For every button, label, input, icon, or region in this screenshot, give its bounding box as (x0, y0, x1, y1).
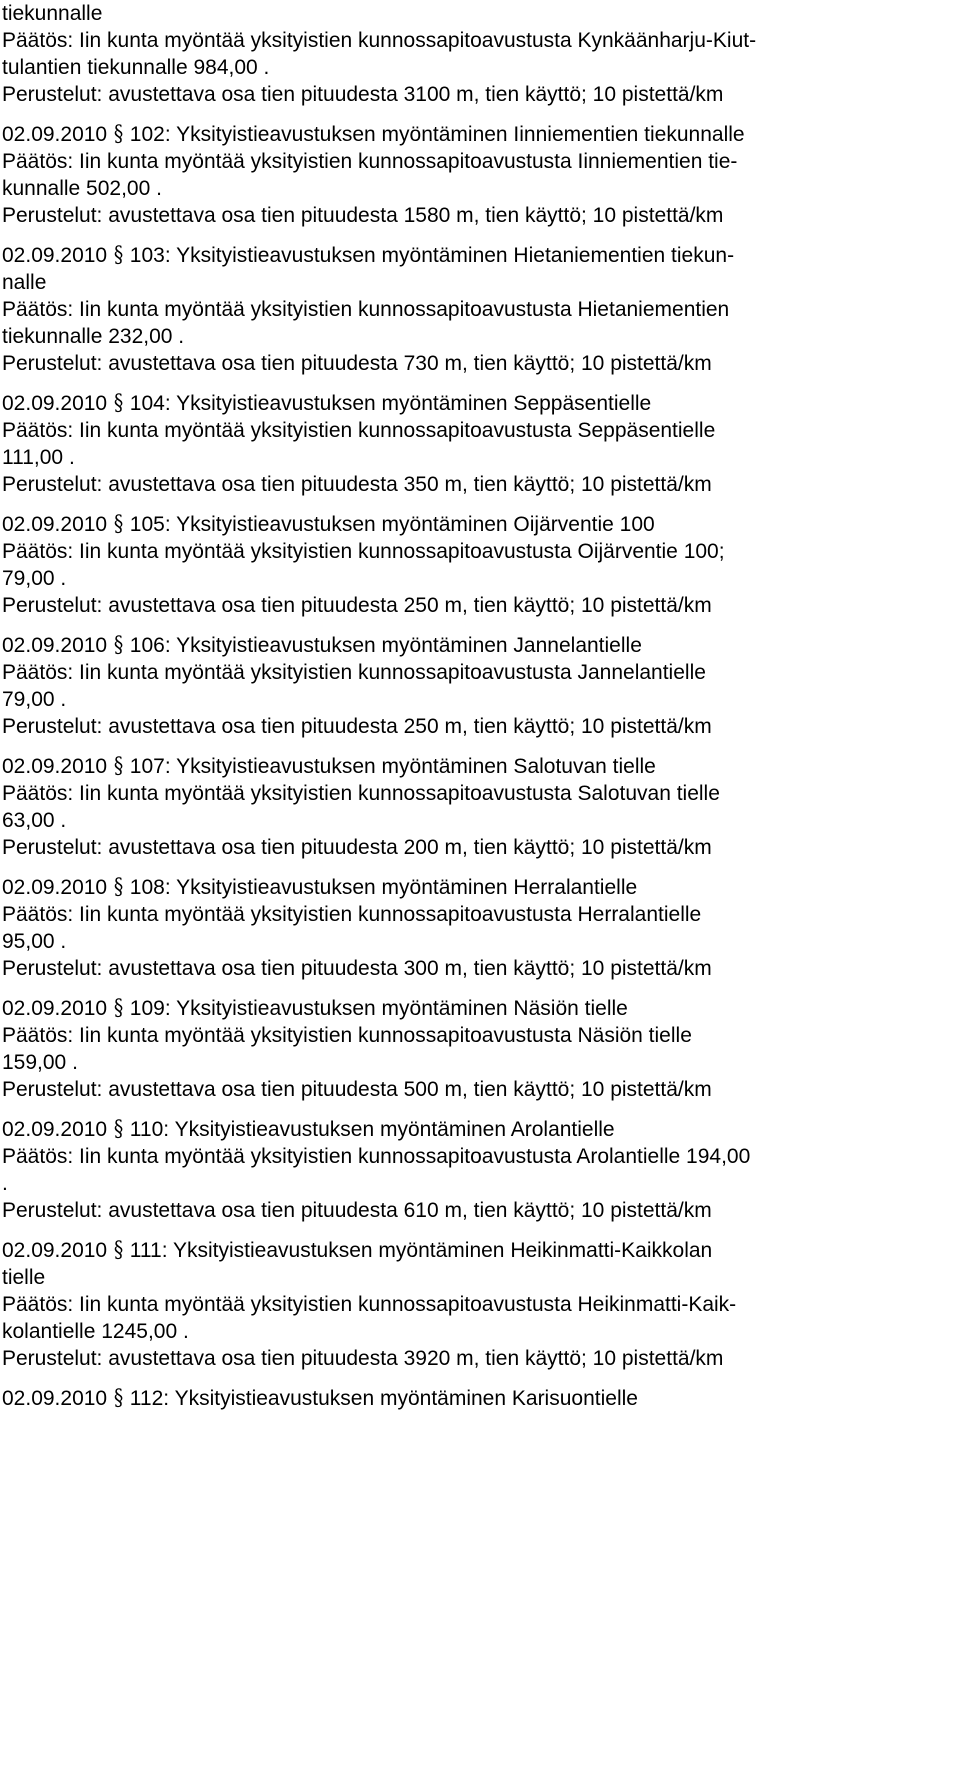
text-line: Perustelut: avustettava osa tien pituudesta 300 m, tien käyttö; 10 pistettä/km (2, 957, 712, 980)
entry-title: 107: Yksityistieavustuksen myöntäminen Salotuvan tielle (129, 755, 656, 778)
entry-title: 102: Yksityistieavustuksen myöntäminen Iinniementien tiekunnalle (129, 123, 745, 146)
entry-title: 104: Yksityistieavustuksen myöntäminen Seppäsentielle (129, 392, 652, 415)
entry-spacer (2, 1224, 952, 1237)
text-line: Päätös: Iin kunta myöntää yksityistien kunnossapitoavustusta Iinniementien tie- (2, 150, 738, 173)
entry-title: 109: Yksityistieavustuksen myöntäminen Näsiön tielle (129, 997, 628, 1020)
text-line: Päätös: Iin kunta myöntää yksityistien kunnossapitoavustusta Herralantielle (2, 903, 702, 926)
section-symbol: § (113, 1238, 124, 1263)
entry-spacer (2, 1372, 952, 1385)
decision-entry (2, 1116, 952, 1224)
text-line: 111,00 . (2, 446, 75, 469)
entry-spacer (2, 619, 952, 632)
text-line: Perustelut: avustettava osa tien pituudesta 500 m, tien käyttö; 10 pistettä/km (2, 1078, 712, 1101)
section-symbol: § (113, 243, 124, 268)
decision-entry (2, 753, 952, 861)
entry-date: 02.09.2010 (2, 392, 108, 415)
text-line: Päätös: Iin kunta myöntää yksityistien kunnossapitoavustusta Arolantielle 194,00 (2, 1145, 751, 1168)
text-line: 63,00 . (2, 809, 67, 832)
entry-date: 02.09.2010 (2, 244, 108, 267)
decision-entry (2, 632, 952, 740)
decision-entry (2, 242, 952, 377)
text-line: Perustelut: avustettava osa tien pituudesta 610 m, tien käyttö; 10 pistettä/km (2, 1199, 712, 1222)
decision-entry (2, 121, 952, 229)
text-line: Päätös: Iin kunta myöntää yksityistien kunnossapitoavustusta Heikinmatti-Kaik- (2, 1293, 737, 1316)
entry-date: 02.09.2010 (2, 876, 108, 899)
entry-heading (2, 1237, 952, 1264)
entry-spacer (2, 982, 952, 995)
section-symbol: § (113, 875, 124, 900)
document-page (2, 0, 952, 1412)
text-line: Perustelut: avustettava osa tien pituudesta 250 m, tien käyttö; 10 pistettä/km (2, 594, 712, 617)
text-line: 79,00 . (2, 567, 67, 590)
entry-spacer (2, 861, 952, 874)
text-line: 159,00 . (2, 1051, 78, 1074)
text-line: Päätös: Iin kunta myöntää yksityistien kunnossapitoavustusta Salotuvan tielle (2, 782, 720, 805)
entry-heading (2, 121, 952, 148)
entry-heading (2, 511, 952, 538)
entry-heading (2, 242, 952, 269)
section-symbol: § (113, 391, 124, 416)
intro-block (2, 0, 952, 108)
entry-spacer (2, 740, 952, 753)
entry-date: 02.09.2010 (2, 997, 108, 1020)
decision-entry (2, 1237, 952, 1372)
text-line: Perustelut: avustettava osa tien pituudesta 250 m, tien käyttö; 10 pistettä/km (2, 715, 712, 738)
text-line: Perustelut: avustettava osa tien pituudesta 1580 m, tien käyttö; 10 pistettä/km (2, 204, 724, 227)
entry-date: 02.09.2010 (2, 513, 108, 536)
entry-title: 106: Yksityistieavustuksen myöntäminen Jannelantielle (129, 634, 642, 657)
text-line: nalle (2, 271, 47, 294)
decision-list (2, 108, 952, 1412)
text-line: . (2, 1172, 8, 1195)
entry-title: 110: Yksityistieavustuksen myöntäminen Arolantielle (129, 1118, 615, 1141)
text-line: tielle (2, 1266, 46, 1289)
entry-heading (2, 995, 952, 1022)
text-line: Perustelut: avustettava osa tien pituudesta 730 m, tien käyttö; 10 pistettä/km (2, 352, 712, 375)
text-line: Perustelut: avustettava osa tien pituudesta 200 m, tien käyttö; 10 pistettä/km (2, 836, 712, 859)
entry-title: 103: Yksityistieavustuksen myöntäminen Hietaniementien tiekun- (129, 244, 735, 267)
entry-heading (2, 1116, 952, 1143)
entry-title: 112: Yksityistieavustuksen myöntäminen Karisuontielle (129, 1387, 638, 1410)
entry-spacer (2, 498, 952, 511)
section-symbol: § (113, 1386, 124, 1411)
entry-date: 02.09.2010 (2, 634, 108, 657)
text-line: Päätös: Iin kunta myöntää yksityistien kunnossapitoavustusta Oijärventie 100; (2, 540, 725, 563)
entry-title: 105: Yksityistieavustuksen myöntäminen Oijärventie 100 (129, 513, 655, 536)
text-line: kunnalle 502,00 . (2, 177, 162, 200)
text-line: tiekunnalle (2, 2, 103, 25)
entry-spacer (2, 229, 952, 242)
entry-date: 02.09.2010 (2, 1387, 108, 1410)
text-line: Päätös: Iin kunta myöntää yksityistien kunnossapitoavustusta Seppäsentielle (2, 419, 716, 442)
entry-heading (2, 1385, 952, 1412)
text-line: 79,00 . (2, 688, 67, 711)
entry-heading (2, 753, 952, 780)
section-symbol: § (113, 633, 124, 658)
decision-entry (2, 390, 952, 498)
entry-title: 108: Yksityistieavustuksen myöntäminen Herralantielle (129, 876, 638, 899)
text-line: 95,00 . (2, 930, 67, 953)
entry-spacer (2, 1103, 952, 1116)
entry-heading (2, 390, 952, 417)
text-line: Perustelut: avustettava osa tien pituudesta 3920 m, tien käyttö; 10 pistettä/km (2, 1347, 724, 1370)
text-line: Päätös: Iin kunta myöntää yksityistien kunnossapitoavustusta Näsiön tielle (2, 1024, 692, 1047)
entry-heading (2, 874, 952, 901)
section-symbol: § (113, 996, 124, 1021)
text-line: Päätös: Iin kunta myöntää yksityistien kunnossapitoavustusta Hietaniementien (2, 298, 730, 321)
section-symbol: § (113, 754, 124, 779)
text-line: Perustelut: avustettava osa tien pituudesta 350 m, tien käyttö; 10 pistettä/km (2, 473, 712, 496)
decision-entry (2, 1385, 952, 1412)
text-line: tiekunnalle 232,00 . (2, 325, 185, 348)
entry-spacer (2, 377, 952, 390)
section-symbol: § (113, 512, 124, 537)
decision-entry (2, 874, 952, 982)
text-line: Päätös: Iin kunta myöntää yksityistien kunnossapitoavustusta Kynkäänharju-Kiut- (2, 29, 757, 52)
section-symbol: § (113, 122, 124, 147)
section-symbol: § (113, 1117, 124, 1142)
entry-spacer (2, 108, 952, 121)
entry-date: 02.09.2010 (2, 123, 108, 146)
entry-title: 111: Yksityistieavustuksen myöntäminen Heikinmatti-Kaikkolan (129, 1239, 713, 1262)
entry-date: 02.09.2010 (2, 1118, 108, 1141)
entry-date: 02.09.2010 (2, 1239, 108, 1262)
entry-date: 02.09.2010 (2, 755, 108, 778)
text-line: Päätös: Iin kunta myöntää yksityistien kunnossapitoavustusta Jannelantielle (2, 661, 706, 684)
decision-entry (2, 995, 952, 1103)
decision-entry (2, 511, 952, 619)
text-line: kolantielle 1245,00 . (2, 1320, 189, 1343)
text-line: tulantien tiekunnalle 984,00 . (2, 56, 270, 79)
entry-heading (2, 632, 952, 659)
text-line: Perustelut: avustettava osa tien pituudesta 3100 m, tien käyttö; 10 pistettä/km (2, 83, 724, 106)
